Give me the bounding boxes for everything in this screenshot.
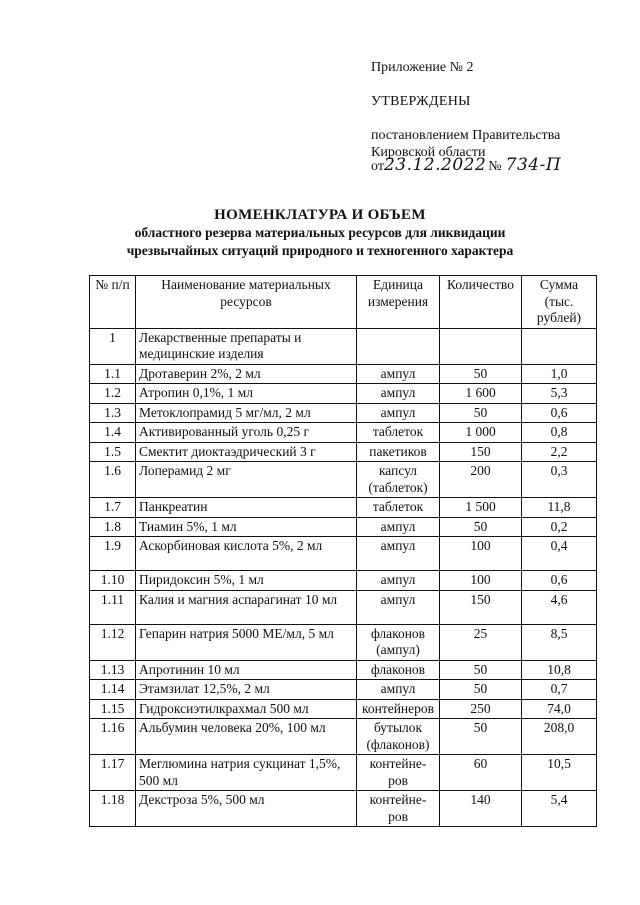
row-quantity: 25 [440, 624, 522, 660]
row-name: Лекарственные препараты и медицинские изделия [136, 328, 357, 364]
row-name: Лоперамид 2 мг [136, 462, 357, 498]
row-sum: 10,5 [522, 755, 597, 791]
row-name: Метоклопрамид 5 мг/мл, 2 мл [136, 403, 357, 423]
table-row [90, 624, 597, 660]
row-quantity: 50 [440, 719, 522, 755]
row-number: 1.1 [90, 364, 136, 384]
row-quantity: 1 500 [440, 498, 522, 518]
table-row [90, 699, 597, 719]
row-number: 1.11 [90, 590, 136, 624]
table-row [90, 442, 597, 462]
row-number: 1.5 [90, 442, 136, 462]
row-sum: 5,4 [522, 791, 597, 827]
table-row [90, 423, 597, 443]
table-header-row [90, 276, 597, 329]
column-header-name: Наименование материальных ресурсов [136, 276, 357, 329]
row-sum: 0,2 [522, 517, 597, 537]
row-quantity: 50 [440, 517, 522, 537]
document-subtitle-line-1: областного резерва материальных ресурсов для ликвидации [134, 225, 506, 240]
column-header-unit: Единица измерения [357, 276, 440, 329]
row-unit: ампул [357, 571, 440, 591]
row-unit: ампул [357, 517, 440, 537]
row-unit: таблеток [357, 423, 440, 443]
row-name: Гепарин натрия 5000 МЕ/мл, 5 мл [136, 624, 357, 660]
row-number: 1.10 [90, 571, 136, 591]
row-unit: ампул [357, 403, 440, 423]
row-number: 1.14 [90, 680, 136, 700]
row-number: 1.9 [90, 537, 136, 571]
row-number: 1.13 [90, 660, 136, 680]
row-sum: 0,4 [522, 537, 597, 571]
row-number: 1 [90, 328, 136, 364]
row-quantity: 1 000 [440, 423, 522, 443]
row-unit: контейне-ров [357, 791, 440, 827]
table-row [90, 462, 597, 498]
row-number: 1.3 [90, 403, 136, 423]
table-row [90, 791, 597, 827]
row-name: Активированный уголь 0,25 г [136, 423, 357, 443]
row-sum: 0,8 [522, 423, 597, 443]
row-name: Атропин 0,1%, 1 мл [136, 384, 357, 404]
row-sum: 74,0 [522, 699, 597, 719]
row-unit: бутылок (флаконов) [357, 719, 440, 755]
resolution-date-number [371, 157, 561, 175]
row-quantity [440, 328, 522, 364]
row-number: 1.17 [90, 755, 136, 791]
row-name: Калия и магния аспарагинат 10 мл [136, 590, 357, 624]
table-row [90, 680, 597, 700]
table-row [90, 328, 597, 364]
table-body [90, 328, 597, 827]
table-row [90, 498, 597, 518]
table-row [90, 364, 597, 384]
row-sum: 8,5 [522, 624, 597, 660]
row-sum: 5,3 [522, 384, 597, 404]
row-sum: 0,7 [522, 680, 597, 700]
row-number: 1.15 [90, 699, 136, 719]
row-sum: 0,6 [522, 403, 597, 423]
row-quantity: 100 [440, 537, 522, 571]
row-unit: ампул [357, 537, 440, 571]
row-sum: 208,0 [522, 719, 597, 755]
row-unit: ампул [357, 680, 440, 700]
row-sum: 11,8 [522, 498, 597, 518]
row-quantity: 60 [440, 755, 522, 791]
row-unit: ампул [357, 384, 440, 404]
row-quantity: 50 [440, 364, 522, 384]
row-number: 1.7 [90, 498, 136, 518]
table-row [90, 537, 597, 571]
column-header-quantity: Количество [440, 276, 522, 329]
row-name: Альбумин человека 20%, 100 мл [136, 719, 357, 755]
row-sum: 2,2 [522, 442, 597, 462]
row-name: Гидроксиэтилкрахмал 500 мл [136, 699, 357, 719]
table-row [90, 719, 597, 755]
row-quantity: 100 [440, 571, 522, 591]
table-row [90, 660, 597, 680]
from-label: от [371, 159, 384, 174]
row-sum: 0,3 [522, 462, 597, 498]
row-quantity: 150 [440, 590, 522, 624]
row-unit: таблеток [357, 498, 440, 518]
row-sum: 0,6 [522, 571, 597, 591]
document-subtitle-line-2: чрезвычайных ситуаций природного и техногенного характера [126, 243, 514, 258]
document-title: НОМЕНКЛАТУРА И ОБЪЕМ [214, 207, 426, 223]
table-row [90, 517, 597, 537]
row-unit [357, 328, 440, 364]
row-sum: 10,8 [522, 660, 597, 680]
row-unit: ампул [357, 364, 440, 384]
row-quantity: 50 [440, 403, 522, 423]
handwritten-date: 23.12.2022 [383, 155, 487, 175]
column-header-sum: Сумма (тыс. рублей) [522, 276, 597, 329]
row-name: Декстроза 5%, 500 мл [136, 791, 357, 827]
row-unit: флаконов [357, 660, 440, 680]
row-sum: 4,6 [522, 590, 597, 624]
row-unit: капсул (таблеток) [357, 462, 440, 498]
row-name: Смектит диоктаэдрический 3 г [136, 442, 357, 462]
row-quantity: 140 [440, 791, 522, 827]
row-quantity: 50 [440, 680, 522, 700]
resources-table [89, 275, 597, 827]
resolution-line-2: Кировской области [371, 145, 486, 160]
row-name: Дротаверин 2%, 2 мл [136, 364, 357, 384]
row-unit: контейне-ров [357, 755, 440, 791]
row-quantity: 50 [440, 660, 522, 680]
row-unit: контейнеров [357, 699, 440, 719]
approved-label: УТВЕРЖДЕНЫ [371, 94, 471, 109]
number-label: № [488, 159, 502, 174]
row-sum [522, 328, 597, 364]
row-name: Аскорбиновая кислота 5%, 2 мл [136, 537, 357, 571]
table-row [90, 755, 597, 791]
table-row [90, 403, 597, 423]
row-number: 1.18 [90, 791, 136, 827]
row-name: Панкреатин [136, 498, 357, 518]
row-quantity: 1 600 [440, 384, 522, 404]
row-quantity: 250 [440, 699, 522, 719]
row-name: Тиамин 5%, 1 мл [136, 517, 357, 537]
row-name: Меглюмина натрия сукцинат 1,5%, 500 мл [136, 755, 357, 791]
row-unit: ампул [357, 590, 440, 624]
table-row [90, 590, 597, 624]
row-name: Пиридоксин 5%, 1 мл [136, 571, 357, 591]
column-header-number: № п/п [90, 276, 136, 329]
row-number: 1.6 [90, 462, 136, 498]
row-sum: 1,0 [522, 364, 597, 384]
appendix-label: Приложение № 2 [371, 60, 474, 75]
row-number: 1.16 [90, 719, 136, 755]
row-number: 1.2 [90, 384, 136, 404]
table-row [90, 571, 597, 591]
handwritten-number: 734-П [505, 155, 562, 175]
row-quantity: 200 [440, 462, 522, 498]
row-quantity: 150 [440, 442, 522, 462]
table-row [90, 384, 597, 404]
resolution-line-1: постановлением Правительства [371, 128, 561, 143]
row-name: Апротинин 10 мл [136, 660, 357, 680]
row-name: Этамзилат 12,5%, 2 мл [136, 680, 357, 700]
row-number: 1.4 [90, 423, 136, 443]
row-number: 1.12 [90, 624, 136, 660]
row-number: 1.8 [90, 517, 136, 537]
row-unit: пакетиков [357, 442, 440, 462]
row-unit: флаконов (ампул) [357, 624, 440, 660]
